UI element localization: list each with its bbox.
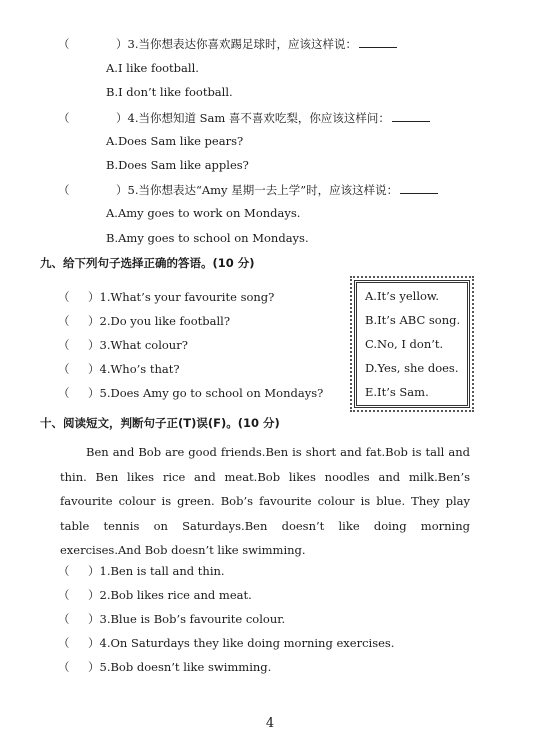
s8-question-5 [58,182,438,198]
answer-paren[interactable]: （ [58,386,70,400]
s8-q3-option-b[interactable]: B.I don’t like football. [106,85,233,99]
answer-blank[interactable] [400,182,438,194]
page-number: 4 [265,716,275,731]
s8-q5-option-b[interactable]: B.Amy goes to school on Mondays. [106,231,309,245]
question-text: ）2.Do you like football? [88,314,231,328]
question-text: ）3.当你想表达你喜欢踢足球时，应该这样说： [116,37,357,51]
answer-choice-a: A.It’s yellow. [365,289,440,303]
answer-choice-e: E.It’s Sam. [365,385,429,399]
s9-question-4 [58,361,180,377]
question-text: ）4.当你想知道 Sam 喜不喜欢吃梨，你应该这样问： [116,111,390,125]
answer-paren[interactable]: （ [58,111,70,125]
s10-question-3 [58,611,285,627]
answer-paren[interactable]: （ [58,660,70,674]
question-text: ）1.What’s your favourite song? [88,290,275,304]
s10-question-2 [58,587,252,603]
question-text: ）3.Blue is Bob’s favourite colour. [88,612,286,626]
s8-q4-option-b[interactable]: B.Does Sam like apples? [106,158,249,172]
question-text: ）1.Ben is tall and thin. [88,564,225,578]
question-text: ）5.Does Amy go to school on Mondays? [88,386,324,400]
answer-paren[interactable]: （ [58,183,70,197]
answer-paren[interactable]: （ [58,636,70,650]
answer-paren[interactable]: （ [58,338,70,352]
section-9-title: 九、给下列句子选择正确的答语。(10 分) [40,256,255,270]
answer-choices-box [354,280,470,408]
question-text: ）3.What colour? [88,338,188,352]
answer-choice-c: C.No, I don’t. [365,337,444,351]
s9-question-5 [58,385,323,401]
answer-blank[interactable] [392,110,430,122]
answer-paren[interactable]: （ [58,37,70,51]
answer-choice-b: B.It’s ABC song. [365,313,461,327]
answer-paren[interactable]: （ [58,588,70,602]
answer-choice-d: D.Yes, she does. [365,361,459,375]
question-text: ）5.Bob doesn’t like swimming. [88,660,272,674]
answer-paren[interactable]: （ [58,564,70,578]
s8-question-4 [58,110,430,126]
s10-question-1 [58,563,225,579]
answer-blank[interactable] [359,36,397,48]
s8-q5-option-a[interactable]: A.Amy goes to work on Mondays. [106,206,301,220]
s9-question-2 [58,313,230,329]
question-text: ）5.当你想表达“Amy 星期一去上学”时，应该这样说： [116,183,399,197]
question-text: ）4.Who’s that? [88,362,180,376]
s8-q3-option-a[interactable]: A.I like football. [106,61,199,75]
s8-q4-option-a[interactable]: A.Does Sam like pears? [106,134,244,148]
s10-question-5 [58,659,271,675]
answer-paren[interactable]: （ [58,612,70,626]
s9-question-1 [58,289,274,305]
answer-paren[interactable]: （ [58,362,70,376]
answer-paren[interactable]: （ [58,314,70,328]
s10-question-4 [58,635,394,651]
question-text: ）2.Bob likes rice and meat. [88,588,252,602]
answer-paren[interactable]: （ [58,290,70,304]
section-10-title: 十、阅读短文，判断句子正(T)误(F)。(10 分) [40,416,280,430]
reading-passage [60,440,470,563]
question-text: ）4.On Saturdays they like doing morning exercises. [88,636,395,650]
s9-question-3 [58,337,188,353]
s8-question-3 [58,36,397,52]
passage-text: Ben and Bob are good friends.Ben is short and fat.Bob is tall and thin. Ben likes rice and meat.Bob likes noodles and milk.Ben’s favourite colour is green. Bob’s favourite colour is blue. They play table tennis on Saturdays.Ben doesn’t like doing morning exercises.And Bob doesn’t like swimming. [60,445,470,557]
